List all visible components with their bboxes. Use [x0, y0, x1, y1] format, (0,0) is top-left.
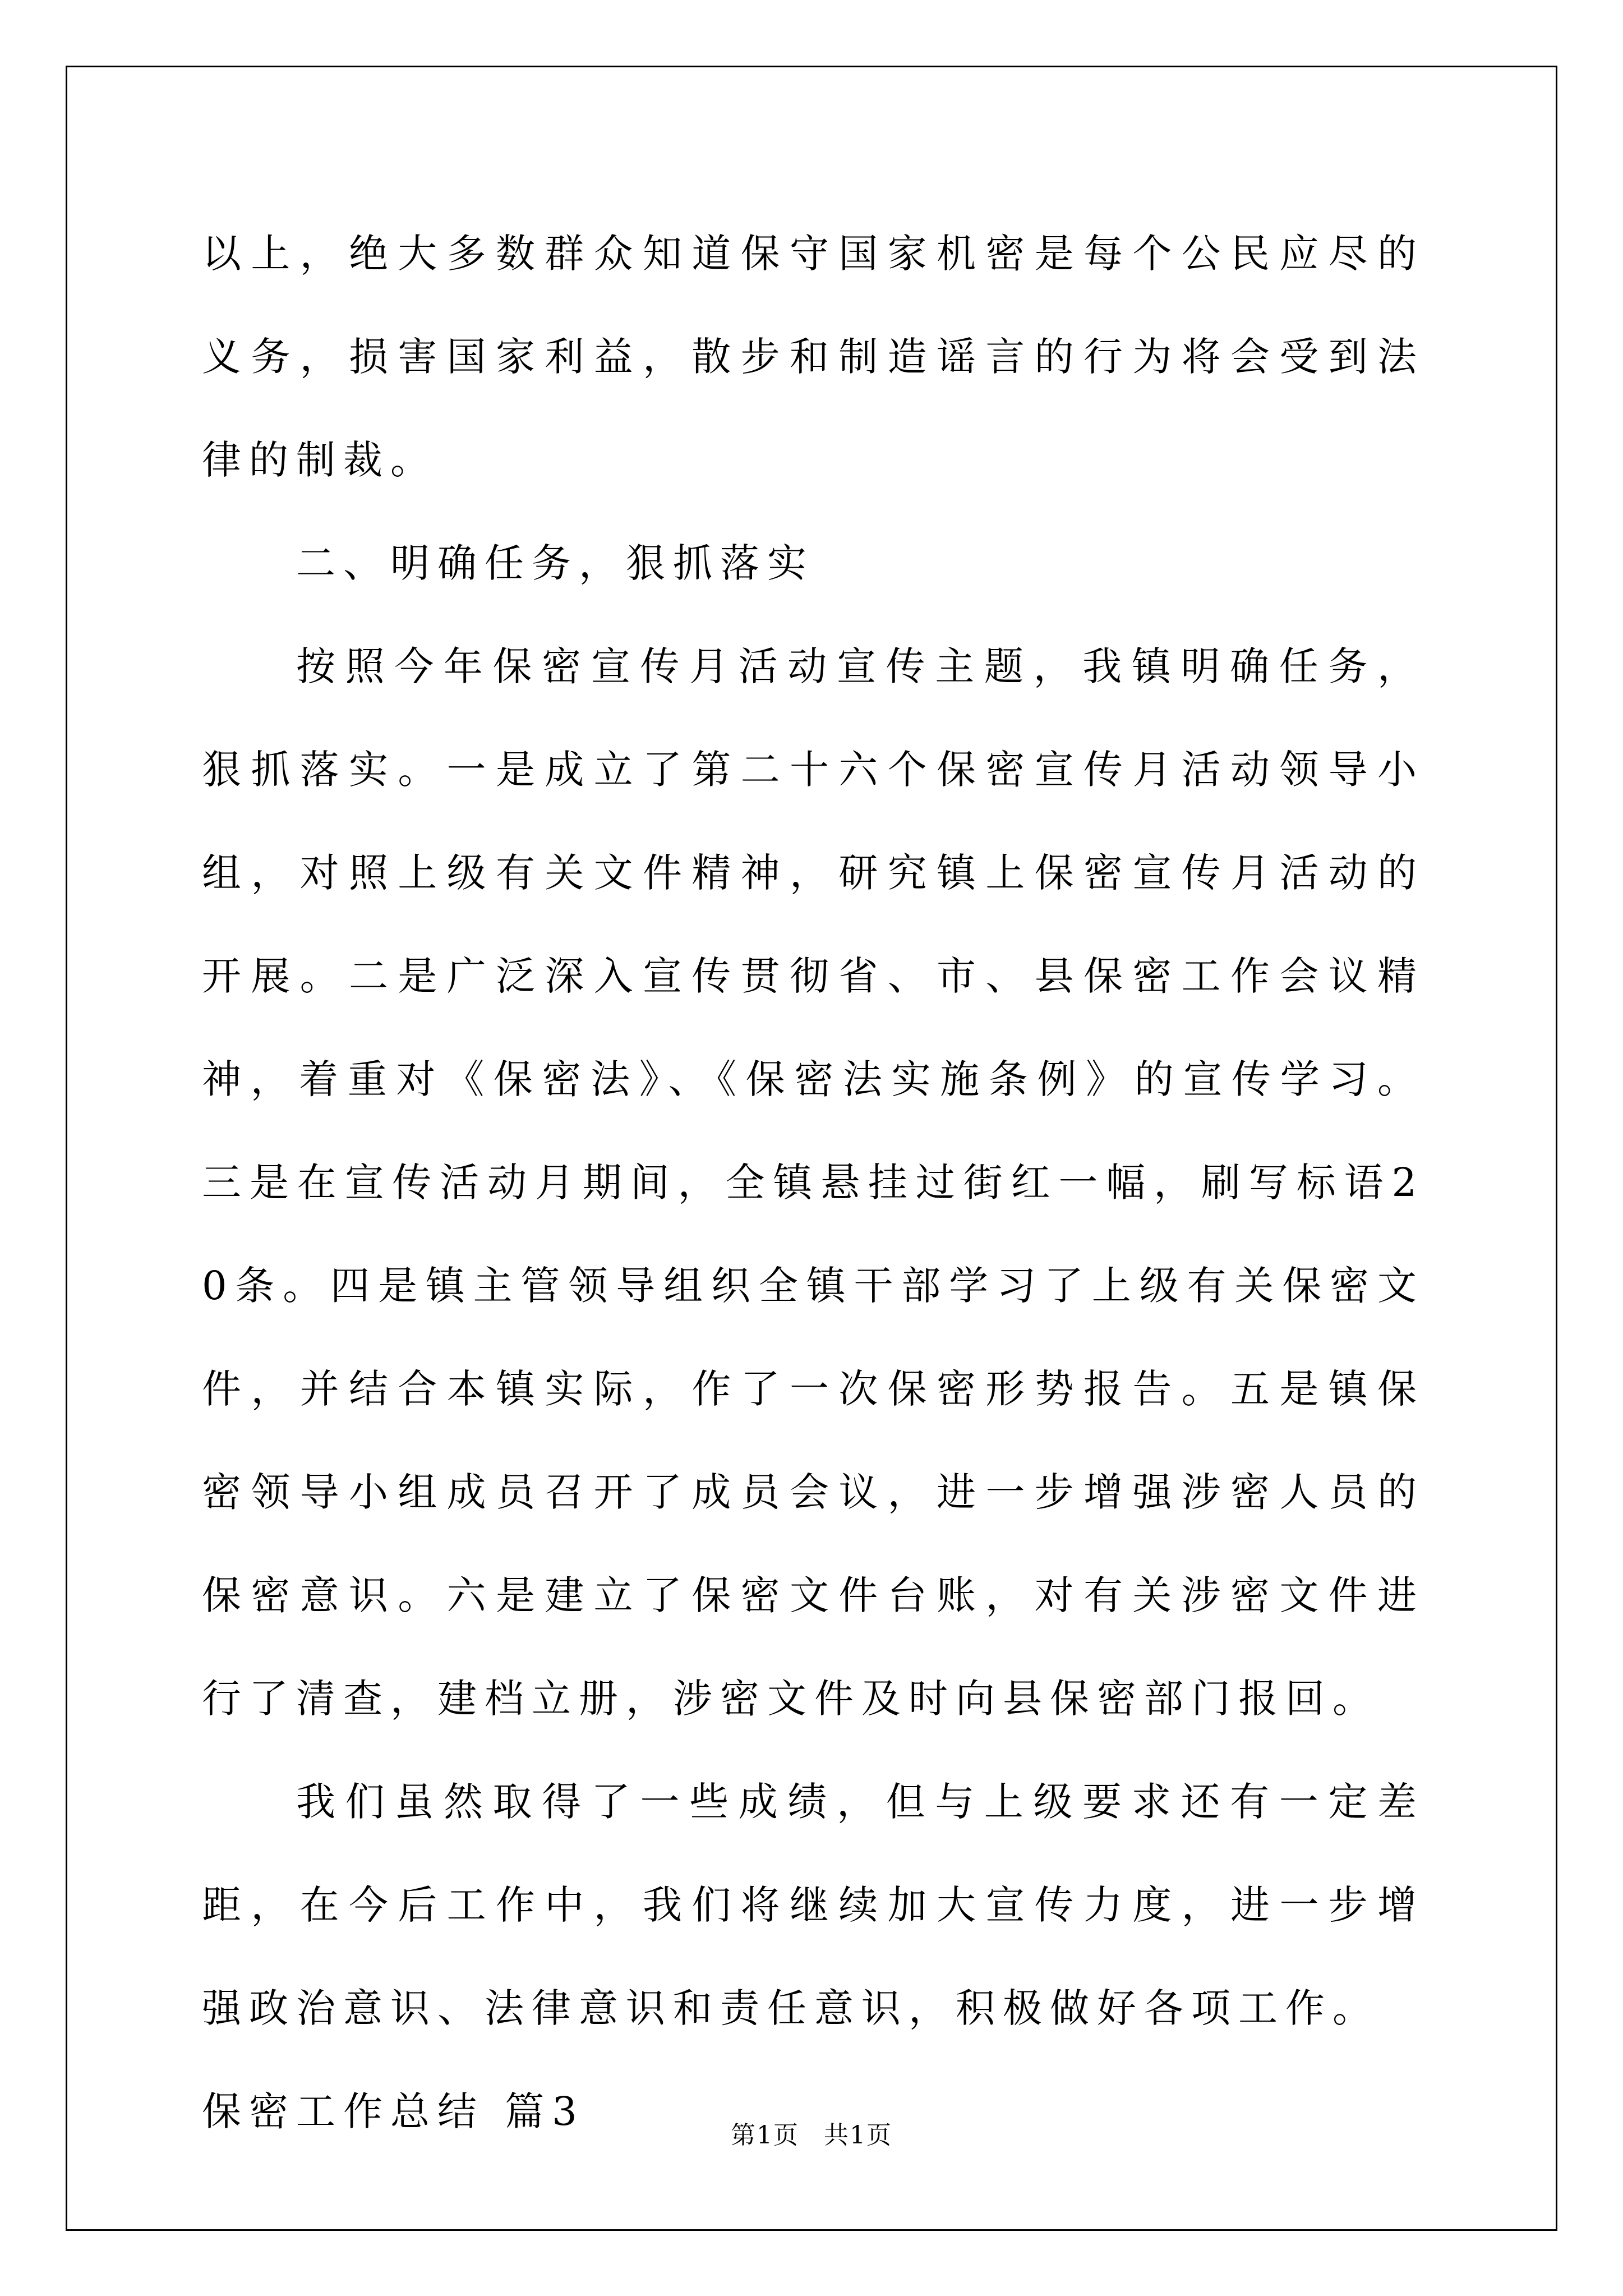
page-number-total: 共1页	[824, 2121, 892, 2150]
page-number-current: 第1页	[731, 2121, 799, 2150]
paragraph-intro: 以上，绝大多数群众知道保守国家机密是每个公民应尽的义务，损害国家利益，散步和制造谣言的行为将会受到法律的制裁。	[202, 231, 1424, 483]
paragraph-tasks: 按照今年保密宣传月活动宣传主题，我镇明确任务，狠抓落实。一是成立了第二十六个保密宣传月活动领导小组，对照上级有关文件精神，研究镇上保密宣传月活动的开展。二是广泛深入宣传贯彻省、市、县保密工作会议精神，着重对《保密法》、《保密法实施条例》的宣传学习。三是在宣传活动月期间，全镇悬挂过街红一幅，刷写标语20条。四是镇主管领导组织全镇干部学习了上级有关保密文件，并结合本镇实际，作了一次保密形势报告。五是镇保密领导小组成员召开了成员会议，进一步增强涉密人员的保密意识。六是建立了保密文件台账，对有关涉密文件进行了清查，建档立册，涉密文件及时向县保密部门报回。	[202, 643, 1424, 1722]
document-body	[202, 202, 1424, 2163]
subheading-tasks: 二、明确任务，狠抓落实	[296, 540, 814, 586]
paragraph-conclusion: 我们虽然取得了一些成绩，但与上级要求还有一定差距，在今后工作中，我们将继续加大宣传力度，进一步增强政治意识、法律意识和责任意识，积极做好各项工作。	[202, 1779, 1424, 2031]
page-footer	[0, 2115, 1623, 2151]
section-heading: 保密工作总结 篇3	[202, 2088, 585, 2134]
